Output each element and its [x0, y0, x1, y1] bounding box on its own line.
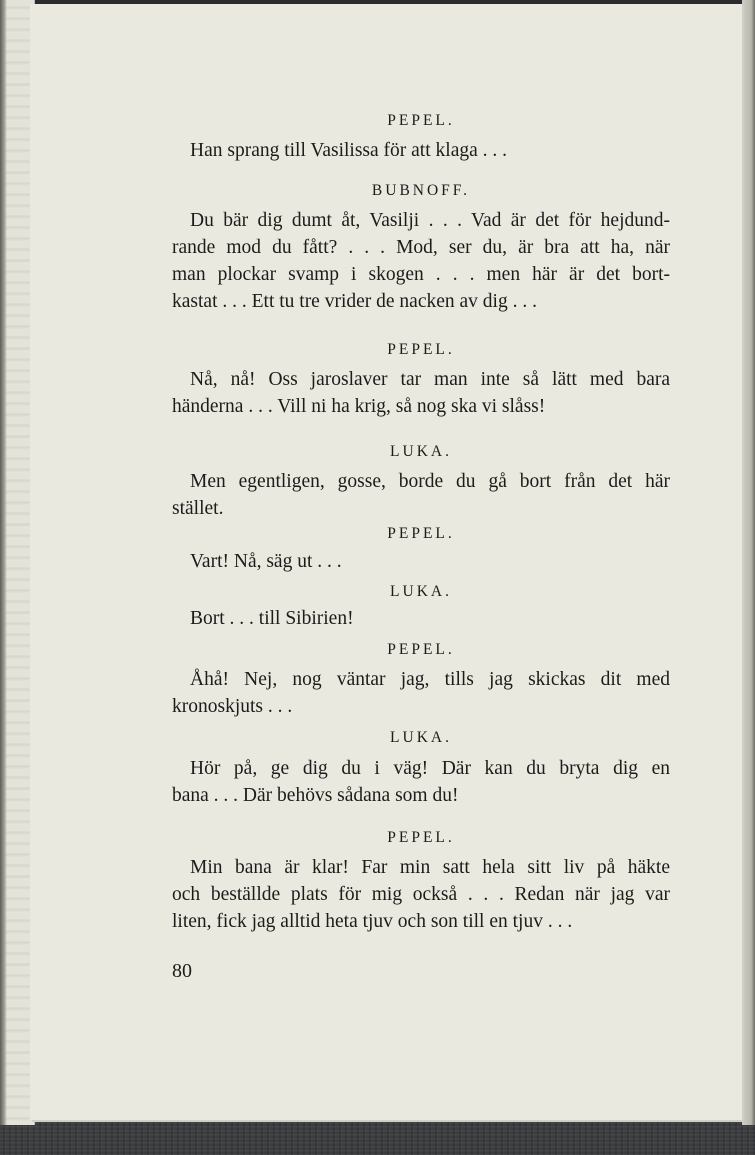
text-line: Vart! Nå, säg ut . . . [190, 551, 342, 572]
speaker-name: BUBNOFF. [371, 182, 471, 199]
speaker-name: PEPEL. [387, 641, 455, 658]
text-line: kastat . . . Ett tu tre vrider de nacken av dig . . . [172, 291, 537, 312]
speaker-name: PEPEL. [387, 829, 455, 846]
text-line: och beställde plats för mig också . . . Redan när jag var [172, 884, 670, 905]
text-line: Du bär dig dumt åt, Vasilji . . . Vad är det för hejdund- [190, 210, 670, 231]
text-line: man plockar svamp i skogen . . . men här är det bort- [172, 264, 670, 285]
text-line: Han sprang till Vasilissa för att klaga . . . [190, 140, 507, 161]
speaker-name: PEPEL. [387, 341, 455, 358]
text-line: liten, fick jag alltid heta tjuv och son till en tjuv . . . [172, 911, 573, 932]
page-number: 80 [172, 960, 192, 982]
text-line: Men egentligen, gosse, borde du gå bort från det här [190, 471, 670, 492]
binding-cloth [0, 1122, 755, 1155]
text-line: Bort . . . till Sibirien! [190, 608, 354, 629]
text-line: stället. [172, 498, 224, 519]
gutter-shadow [0, 0, 7, 1125]
speaker-name: PEPEL. [387, 112, 455, 129]
text-line: bana . . . Där behövs sådana som du! [172, 785, 459, 806]
speaker-name: LUKA. [390, 583, 452, 600]
text-line: Min bana är klar! Far min satt hela sitt liv på häkte [190, 857, 670, 878]
text-line: Hör på, ge dig du i väg! Där kan du bryta dig en [190, 758, 670, 779]
speaker-name: PEPEL. [387, 525, 455, 542]
speaker-name: LUKA. [390, 729, 452, 746]
text-line: Åhå! Nej, nog väntar jag, tills jag skickas dit med [190, 669, 670, 690]
text-line: rande mod du fått? . . . Mod, ser du, är bra att ha, när [172, 237, 670, 258]
text-line: Nå, nå! Oss jaroslaver tar man inte så lätt med bara [190, 369, 670, 390]
page-edge-right [742, 0, 755, 1125]
text-line: kronoskjuts . . . [172, 696, 293, 717]
speaker-name: LUKA. [390, 443, 452, 460]
text-line: händerna . . . Vill ni ha krig, så nog ska vi slåss! [172, 396, 546, 417]
